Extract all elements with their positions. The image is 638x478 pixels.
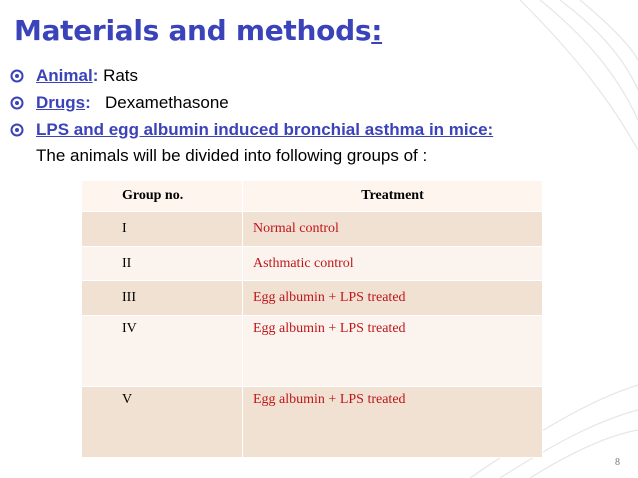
table-row bbox=[82, 387, 543, 458]
header-treatment: Treatment bbox=[243, 181, 543, 212]
table-header-row bbox=[82, 181, 543, 212]
group-cell: I bbox=[82, 212, 243, 247]
title-text: Materials and methods bbox=[14, 14, 372, 47]
group-cell: IV bbox=[82, 316, 243, 387]
group-cell: III bbox=[82, 281, 243, 316]
title-colon: : bbox=[371, 14, 383, 47]
bullet-separator: : bbox=[85, 93, 105, 112]
treatment-cell: Normal control bbox=[243, 212, 543, 247]
bullet-label: Drugs bbox=[36, 93, 86, 112]
table-row bbox=[82, 316, 543, 387]
ring-bullet-icon bbox=[10, 69, 24, 83]
bullet-animal bbox=[10, 62, 610, 89]
header-group-no: Group no. bbox=[82, 181, 243, 212]
bullet-label: Animal bbox=[36, 66, 93, 85]
bullet-label: LPS and egg albumin induced bronchial asthma in mice: bbox=[36, 120, 494, 139]
treatment-cell: Egg albumin + LPS treated bbox=[243, 281, 543, 316]
bullet-drugs bbox=[10, 89, 610, 116]
group-cell: II bbox=[82, 247, 243, 281]
page-title bbox=[14, 14, 382, 47]
bullet-list bbox=[10, 62, 610, 169]
groups-intro-text: The animals will be divided into following groups of : bbox=[36, 146, 428, 165]
bullet-separator: : bbox=[92, 66, 104, 85]
treatment-cell: Asthmatic control bbox=[243, 247, 543, 281]
bullet-value: Rats bbox=[103, 66, 139, 85]
table-row bbox=[82, 247, 543, 281]
ring-bullet-icon bbox=[10, 123, 24, 137]
ring-bullet-icon bbox=[10, 96, 24, 110]
group-cell: V bbox=[82, 387, 243, 458]
slide-number: 8 bbox=[615, 457, 620, 468]
bullet-lps bbox=[10, 116, 610, 143]
treatment-cell: Egg albumin + LPS treated bbox=[243, 316, 543, 387]
groups-table bbox=[81, 180, 543, 458]
bullet-value: Dexamethasone bbox=[104, 93, 229, 112]
table-row bbox=[82, 212, 543, 247]
treatment-cell: Egg albumin + LPS treated bbox=[243, 387, 543, 458]
table-row bbox=[82, 281, 543, 316]
